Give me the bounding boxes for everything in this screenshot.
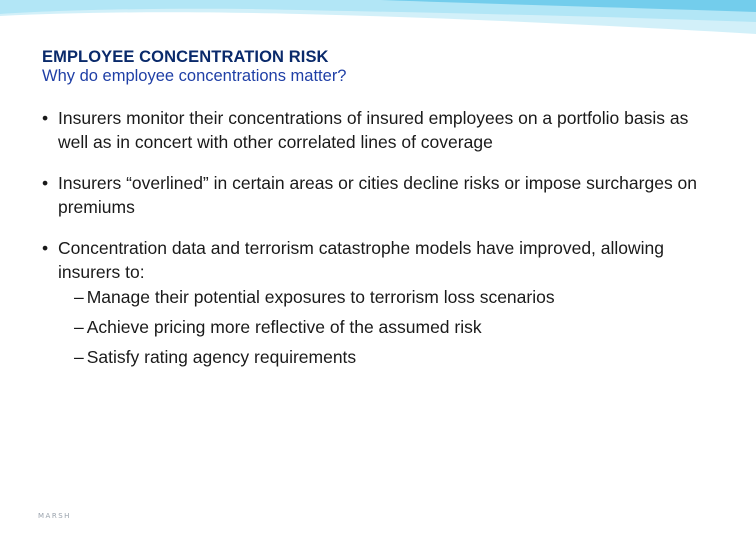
title-block (42, 48, 347, 86)
sub-bullet-item (74, 285, 714, 309)
sub-bullet-marker: – (74, 317, 84, 337)
sub-bullet-marker: – (74, 347, 84, 367)
marsh-logo: MARSH (38, 512, 71, 520)
sub-bullet-text: Satisfy rating agency requirements (86, 347, 357, 367)
bullet-item (42, 171, 722, 219)
bullet-marker: • (42, 108, 49, 128)
sub-bullet-marker: – (74, 287, 84, 307)
bullet-item (42, 106, 722, 154)
sub-bullet-item (74, 345, 714, 369)
bullet-text: Insurers “overlined” in certain areas or cities decline risks or impose surcharges on premiums (58, 173, 698, 217)
bullet-list (42, 106, 722, 301)
bullet-marker: • (42, 238, 49, 258)
sub-bullet-text: Manage their potential exposures to terrorism loss scenarios (86, 287, 555, 307)
top-banner-graphic (0, 0, 756, 36)
slide-subtitle: Why do employee concentrations matter? (42, 67, 347, 85)
sub-bullet-item (74, 315, 714, 339)
slide-title: EMPLOYEE CONCENTRATION RISK (42, 48, 329, 66)
bullet-text: Concentration data and terrorism catastrophe models have improved, allowing insurers to: (58, 238, 665, 282)
sub-bullet-list (74, 285, 714, 375)
bullet-text: Insurers monitor their concentrations of insured employees on a portfolio basis as well as in concert with other correlated lines of coverage (58, 108, 689, 152)
bullet-item (42, 236, 722, 284)
sub-bullet-text: Achieve pricing more reflective of the assumed risk (86, 317, 482, 337)
bullet-marker: • (42, 173, 49, 193)
